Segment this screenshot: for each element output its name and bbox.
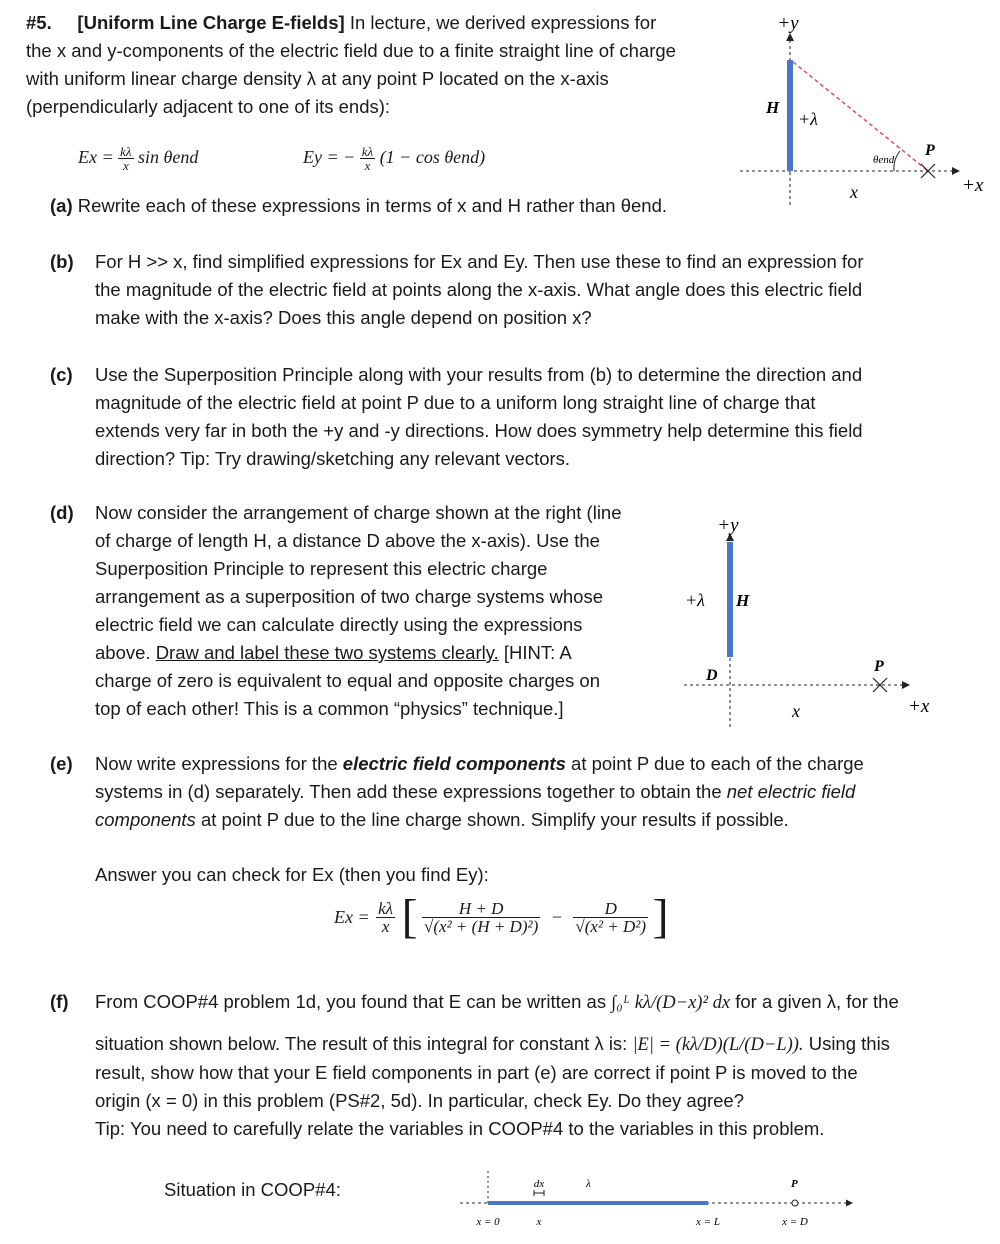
point-p-marker [792, 1200, 798, 1206]
part-e: (e) Now write expressions for the electric field components at point P due to each of the charge systems in (d) separately. Then add these expressions together to obtain the net electric field components at point P due to the line charge shown. Simplify your results if possible. [50, 750, 864, 834]
p-label: P [925, 142, 935, 159]
x-distance-label: x [792, 701, 800, 721]
y-axis-label: +y [777, 13, 799, 34]
intro-line-2: the x and y-components of the electric field due to a finite straight line of charge [26, 40, 676, 61]
xl-label: x = L [696, 1216, 720, 1228]
intro-line-3: with uniform linear charge density λ at any point P located on the x-axis [26, 68, 609, 89]
problem-number: #5. [26, 12, 52, 33]
intro-line-4: (perpendicularly adjacent to one of its ends): [26, 96, 391, 117]
figure-line-charge-end [740, 5, 995, 210]
part-c: (c) Use the Superposition Principle along with your results from (b) to determine the direction and magnitude of the electric field at point P due to a uniform long straight line of charge that extends very far in both the +y and -y directions. How does symmetry help determine this field direction? Tip: Try drawing/sketching any relevant vectors. [50, 361, 863, 473]
figure-coop4 [455, 1163, 855, 1235]
x-label: x [536, 1216, 542, 1228]
lambda-label: λ [586, 1178, 591, 1190]
integral-result: |E| = (kλ/D)(L/(D−L)). [632, 1035, 804, 1055]
line-charge [727, 542, 733, 657]
dx-label: dx [533, 1178, 545, 1190]
part-f-label: (f) [50, 991, 69, 1012]
intro-line-1: In lecture, we derived expressions for [349, 12, 657, 33]
x0-label: x = 0 [476, 1216, 500, 1228]
part-d: (d) Now consider the arrangement of charge shown at the right (line of charge of length H, a distance D above the x-axis). Use the Superposition Principle to represent this electric charge arrangement as a superposition of two charge systems whose electric field we can calculate directly using the expressions above. Draw and label these two systems clearly. [HINT: A charge of zero is equivalent to equal and opposite charges on top of each other! This is a common “physics” technique.] [50, 499, 622, 723]
part-c-label: (c) [50, 364, 73, 385]
part-a [50, 192, 667, 220]
problem-header [26, 9, 736, 121]
part-b: (b) For H >> x, find simplified expressions for Ex and Ey. Then use these to find an expression for the magnitude of the electric field at points along the x-axis. What angle does this electric field make with the x-axis? Does this angle depend on position x? [50, 248, 863, 332]
coop-caption: Situation in COOP#4: [164, 1179, 341, 1200]
problem-title: [Uniform Line Charge E-fields] [77, 12, 345, 33]
p-label: P [874, 658, 884, 675]
x-axis-label: +x [908, 696, 930, 717]
equation-ey: Ey = − $\frac{k\lambda}{x}$ (1 − cos θend) [303, 144, 486, 174]
theta-arc [894, 151, 900, 171]
d-label: D [706, 667, 718, 684]
lambda-label: +λ [798, 109, 818, 129]
figure-offset-line-charge [670, 505, 960, 730]
integral-expression: ∫₀ᴸ kλ/(D−x)² dx [611, 993, 731, 1013]
part-a-text: Rewrite each of these expressions in terms of x and H rather than θend. [77, 195, 667, 216]
draw-instruction: Draw and label these two systems clearly. [155, 642, 499, 663]
lambda-label: +λ [685, 590, 705, 610]
x-distance-label: x [850, 182, 858, 202]
x-axis-label: +x [962, 175, 984, 196]
line-charge [488, 1201, 708, 1205]
part-d-label: (d) [50, 502, 74, 523]
part-b-label: (b) [50, 251, 74, 272]
xd-label: x = D [782, 1216, 808, 1228]
p-label: P [791, 1178, 798, 1190]
answer-intro: Answer you can check for Ex (then you find Ey): [95, 864, 489, 885]
h-label: H [736, 591, 750, 610]
answer-equation: Ex = $\frac{k\lambda}{x}$ [ $\frac{H + D}{\text{√(x² + (H + D)²)}}$ − $\frac{D}{\text{√(x² + D²)}}$ ] [334, 890, 669, 943]
line-charge [787, 60, 793, 171]
part-e-label: (e) [50, 753, 73, 774]
part-f: (f) From COOP#4 problem 1d, you found that E can be written as ∫₀ᴸ kλ/(D−x)² dx for a given λ, for the situation shown below. The result of this integral for constant λ is: |E| = (kλ/D)(L/(D−L)). Using this result, show how that your E field components in part (e) are correct if point P is moved to the origin (x = 0) in this problem (PS#2, 5d). In particular, check Ey. Do they agree? Tip: You need to carefully relate the variables in COOP#4 to the variables in this problem. [50, 988, 899, 1143]
part-a-label: (a) [50, 195, 73, 216]
theta-label: θend [873, 154, 895, 166]
y-axis-label: +y [717, 515, 739, 536]
h-label: H [766, 98, 780, 117]
equation-ex: Ex = $\frac{k\lambda}{x}$ sin θend [78, 144, 199, 174]
